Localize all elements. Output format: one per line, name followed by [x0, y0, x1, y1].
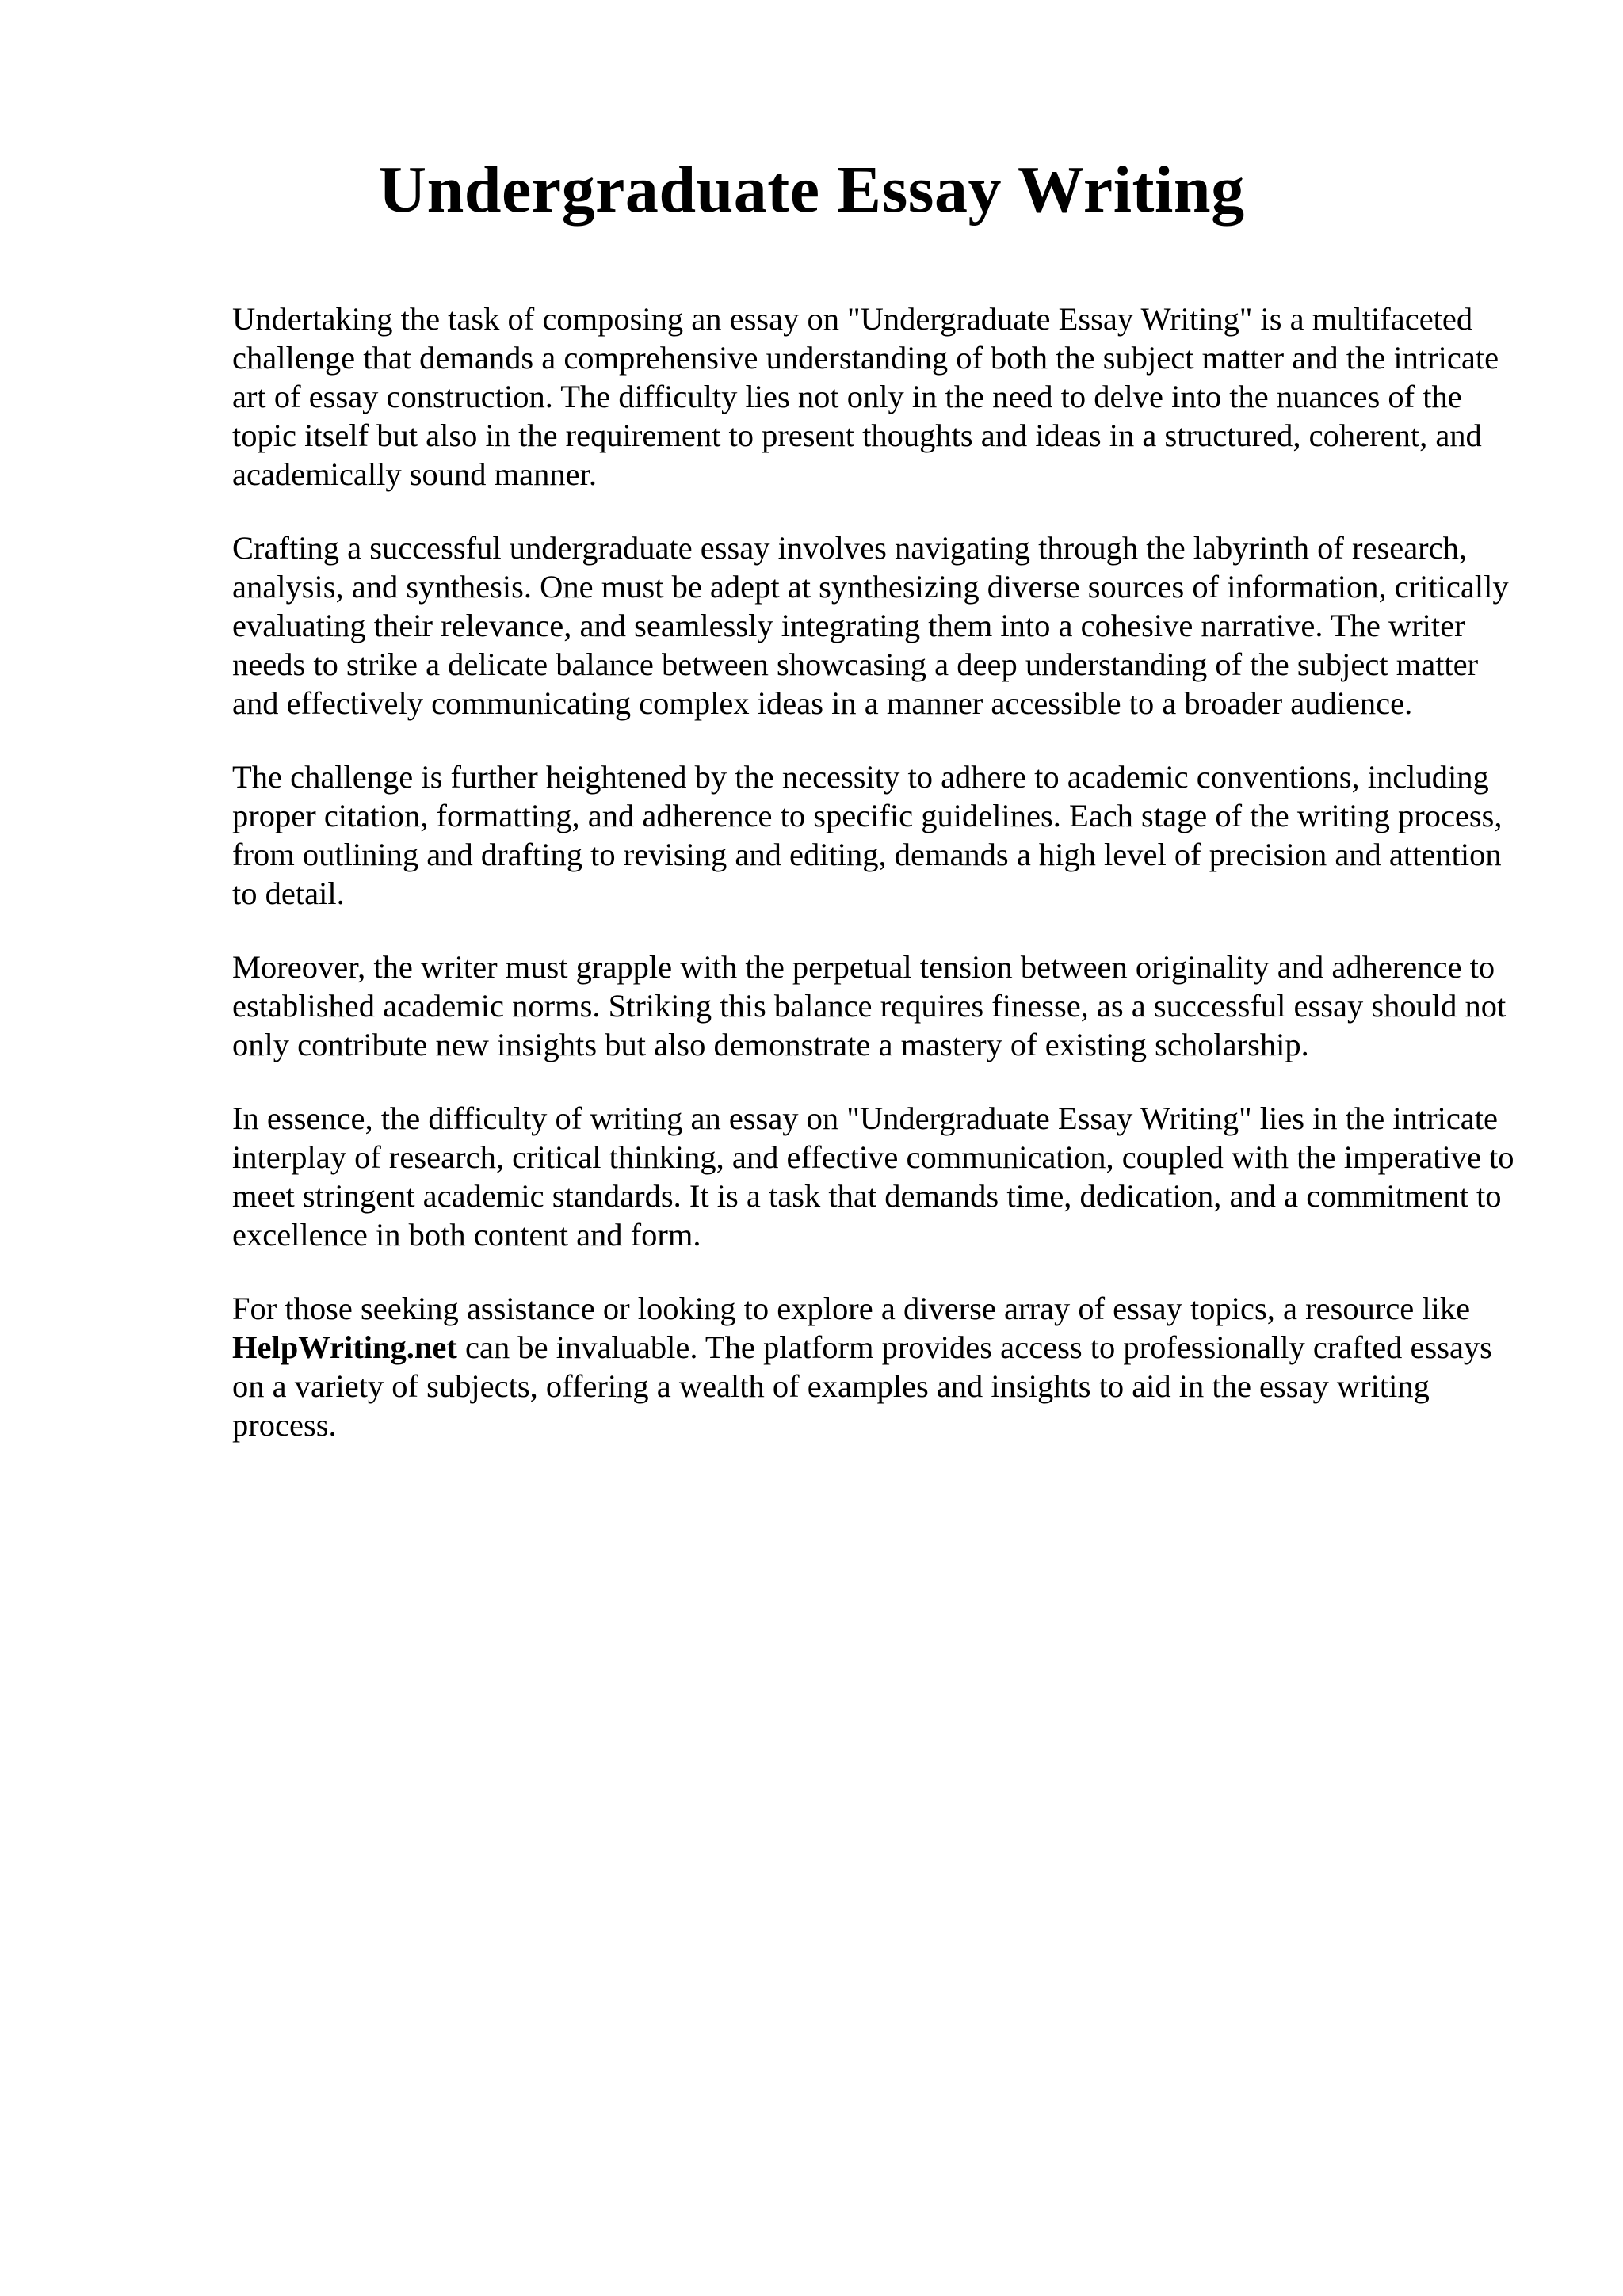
document-title: Undergraduate Essay Writing	[378, 153, 1245, 227]
paragraph-5: In essence, the difficulty of writing an essay on "Undergraduate Essay Writing" lies in the intricate interplay of research, critical thinking, and effective communication, coupled with the imperative to meet stringent academic standards. It is a task that demands time, dedication, and a commitment to excellence in both content and form.	[232, 1100, 1514, 1253]
closing-text-before: For those seeking assistance or looking to explore a diverse array of essay topics, a resource like	[232, 1291, 1471, 1326]
brand-name: HelpWriting.net	[232, 1329, 457, 1365]
paragraph-3: The challenge is further heightened by the necessity to adhere to academic conventions, including proper citation, formatting, and adherence to specific guidelines. Each stage of the writing process, from outlining and drafting to revising and editing, demands a high level of precision and attention to detail.	[232, 759, 1503, 911]
paragraph-4: Moreover, the writer must grapple with the perpetual tension between originality and adherence to established academic norms. Striking this balance requires finesse, as a successful essay should not only contribute new insights but also demonstrate a mastery of existing scholarship.	[232, 949, 1507, 1062]
paragraph-1: Undertaking the task of composing an essay on "Undergraduate Essay Writing" is a multifaceted challenge that demands a comprehensive understanding of both the subject matter and the intricate art of essay construction. The difficulty lies not only in the need to delve into the nuances of the topic itself but also in the requirement to present thoughts and ideas in a structured, coherent, and academically sound manner.	[232, 301, 1499, 492]
document-body	[232, 299, 1516, 1479]
closing-paragraph	[232, 1289, 1516, 1444]
closing-text-after: can be invaluable. The platform provides access to professionally crafted essays on a variety of subjects, offering a wealth of examples and insights to aid in the essay writing process.	[232, 1329, 1492, 1443]
paragraph-2: Crafting a successful undergraduate essay involves navigating through the labyrinth of research, analysis, and synthesis. One must be adept at synthesizing diverse sources of information, critically evaluating their relevance, and seamlessly integrating them into a cohesive narrative. The writer needs to strike a delicate balance between showcasing a deep understanding of the subject matter and effectively communicating complex ideas in a manner accessible to a broader audience.	[232, 530, 1509, 721]
